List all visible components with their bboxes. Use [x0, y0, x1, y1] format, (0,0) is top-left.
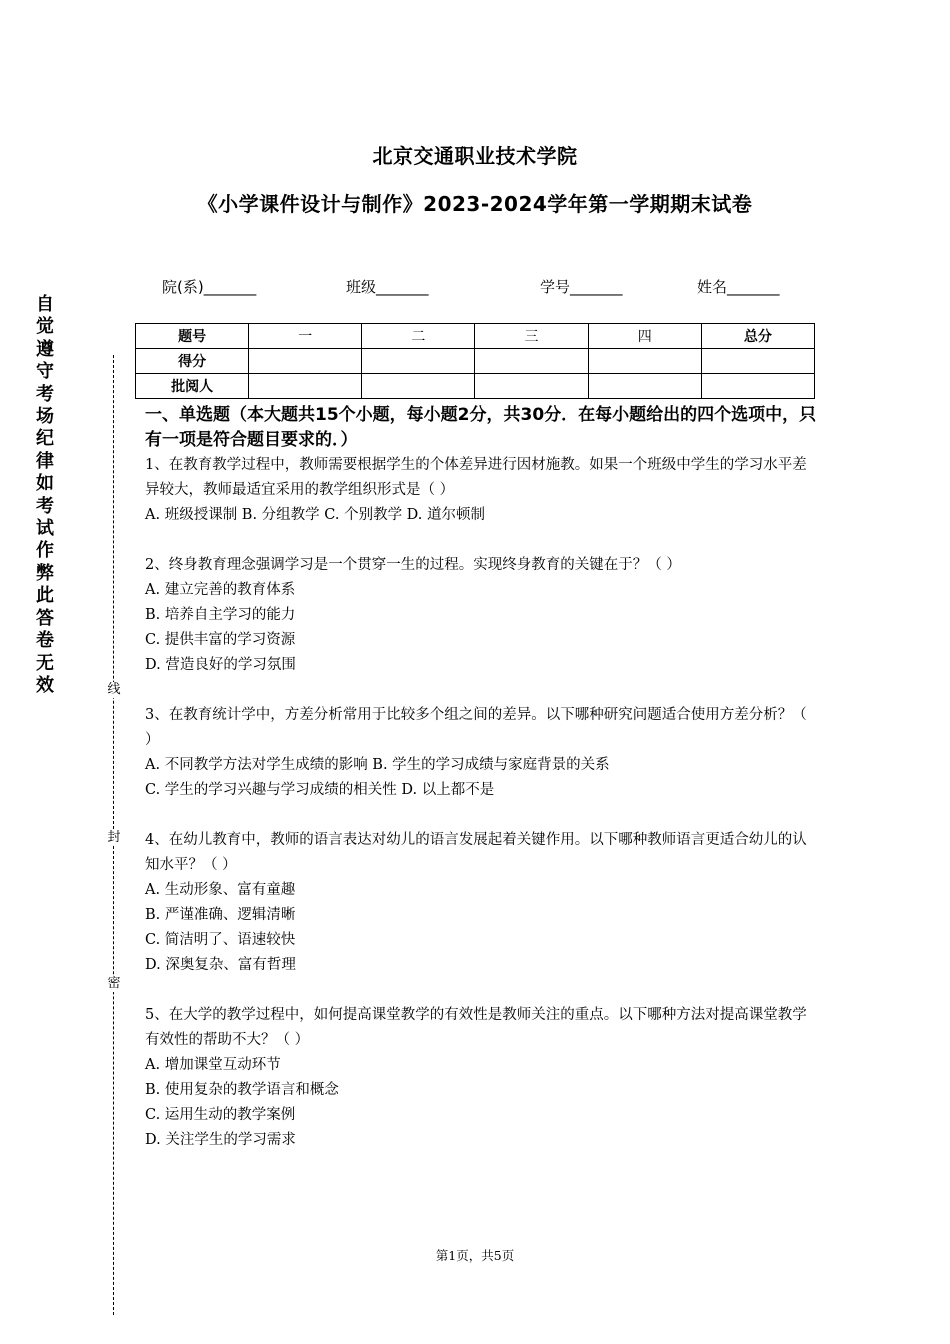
score-cell: [588, 349, 701, 374]
name-field: 姓名_______: [697, 278, 780, 296]
section-heading: 一、单选题（本大题共15个小题，每小题2分，共30分．在每小题给出的四个选项中，只有一项是符合题目要求的．）: [145, 405, 817, 450]
score-cell: [475, 374, 588, 399]
score-header-cell: 题号: [136, 324, 249, 349]
option-c: C. 运用生动的教学案例: [145, 1107, 296, 1123]
score-header-cell: 四: [588, 324, 701, 349]
question-stem: 4、在幼儿教育中，教师的语言表达对幼儿的语言发展起着关键作用。以下哪种教师语言更适合幼儿的认知水平？（ ）: [145, 832, 807, 873]
option-b: B. 严谨准确、逻辑清晰: [145, 907, 296, 923]
score-header-cell: 总分: [701, 324, 814, 349]
option-line-ab: A. 不同教学方法对学生成绩的影响 B. 学生的学习成绩与家庭背景的关系: [145, 757, 610, 773]
question-4: [145, 828, 817, 978]
score-cell: [475, 349, 588, 374]
option-line-cd: C. 学生的学习兴趣与学习成绩的相关性 D. 以上都不是: [145, 782, 495, 798]
score-table-row: [136, 374, 815, 399]
score-row-label: 批阅人: [136, 374, 249, 399]
score-header-cell: 三: [475, 324, 588, 349]
question-stem: 2、终身教育理念强调学习是一个贯穿一生的过程。实现终身教育的关键在于？（ ）: [145, 557, 681, 573]
score-cell: [362, 374, 475, 399]
score-cell: [249, 374, 362, 399]
score-header-cell: 一: [249, 324, 362, 349]
score-cell: [701, 374, 814, 399]
exam-discipline-notice: 自觉遵守考场纪律如考试作弊此答卷无效: [36, 294, 54, 696]
seal-mark-seal: 封: [107, 830, 121, 845]
option-c: C. 提供丰富的学习资源: [145, 632, 296, 648]
question-options: A. 班级授课制 B. 分组教学 C. 个别教学 D. 道尔顿制: [145, 507, 486, 523]
seal-mark-line: 线: [107, 682, 121, 697]
score-table-row: [136, 349, 815, 374]
score-cell: [362, 349, 475, 374]
page-number: 第1页，共5页: [435, 1248, 515, 1263]
exam-title: 《小学课件设计与制作》2023-2024学年第一学期期末试卷: [197, 192, 753, 216]
option-a: A. 建立完善的教育体系: [145, 582, 296, 598]
question-1: [145, 453, 817, 528]
question-stem: 3、在教育统计学中，方差分析常用于比较多个组之间的差异。以下哪种研究问题适合使用方差分析？（ ）: [145, 707, 807, 748]
class-field: 班级_______: [346, 278, 429, 296]
question-section: [145, 403, 817, 1153]
option-d: D. 深奥复杂、富有哲理: [145, 957, 296, 973]
score-table: [135, 323, 815, 399]
score-header-cell: 二: [362, 324, 475, 349]
option-c: C. 简洁明了、语速较快: [145, 932, 296, 948]
question-3: [145, 703, 817, 803]
question-5: [145, 1003, 817, 1153]
option-d: D. 营造良好的学习氛围: [145, 657, 296, 673]
score-cell: [249, 349, 362, 374]
score-row-label: 得分: [136, 349, 249, 374]
student-id-field: 学号_______: [540, 278, 623, 296]
question-stem: 1、在教育教学过程中，教师需要根据学生的个体差异进行因材施教。如果一个班级中学生的学习水平差异较大，教师最适宜采用的教学组织形式是（ ）: [145, 457, 807, 498]
option-b: B. 使用复杂的教学语言和概念: [145, 1082, 339, 1098]
dept-field: 院(系)_______: [162, 278, 257, 296]
seal-mark-secret: 密: [107, 976, 121, 991]
option-d: D. 关注学生的学习需求: [145, 1132, 296, 1148]
score-cell: [701, 349, 814, 374]
question-stem: 5、在大学的教学过程中，如何提高课堂教学的有效性是教师关注的重点。以下哪种方法对提高课堂教学有效性的帮助不大？（ ）: [145, 1007, 807, 1048]
option-a: A. 增加课堂互动环节: [145, 1057, 281, 1073]
school-title: 北京交通职业技术学院: [372, 144, 578, 168]
score-cell: [588, 374, 701, 399]
option-b: B. 培养自主学习的能力: [145, 607, 296, 623]
option-a: A. 生动形象、富有童趣: [145, 882, 296, 898]
question-2: [145, 553, 817, 678]
score-table-header-row: [136, 324, 815, 349]
